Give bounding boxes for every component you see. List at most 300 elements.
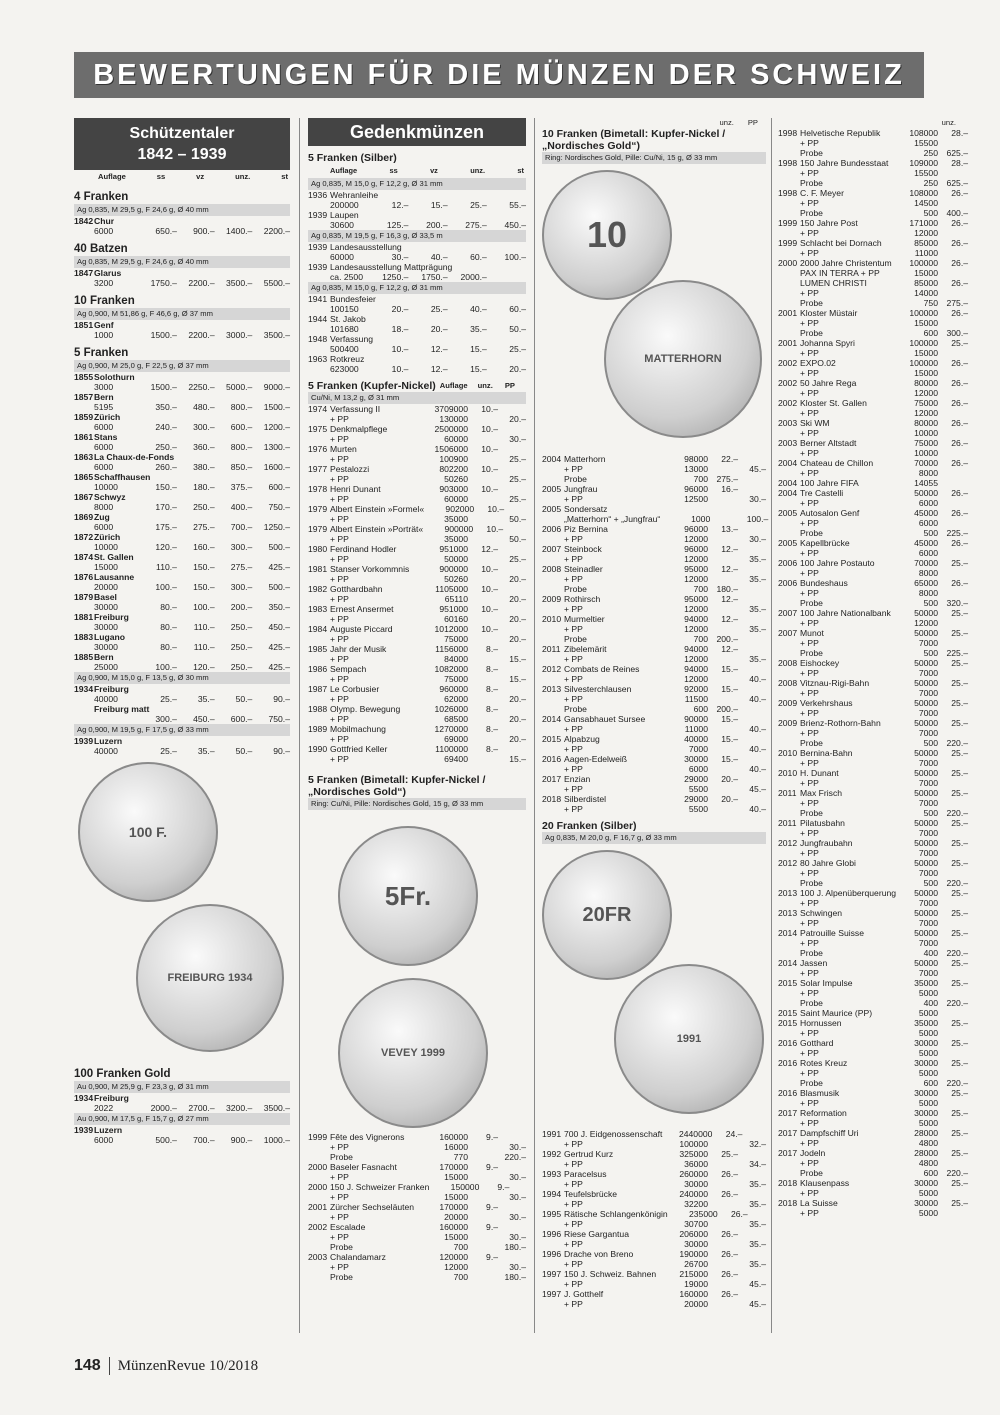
coin-entry [74,492,290,512]
row-unz: 25.– [951,928,968,938]
row-mintage: 16000 [444,1142,468,1152]
row-unz: 25.– [951,338,968,348]
row-pp: 45.– [749,1299,766,1309]
row-name: Auguste Piccard [330,624,393,634]
row-value: 125.– [386,220,409,230]
table-row [778,1068,968,1078]
row-mintage: 5000 [918,1118,938,1128]
row-mintage: 4800 [918,1158,938,1168]
row-year [778,448,800,458]
row-mintage: 5500 [688,784,708,794]
row-name: Steinadler [564,564,603,574]
entry-year: 1934 [74,684,94,694]
entry-value: 300.– [230,542,253,552]
row-pp: 180.– [504,1272,526,1282]
row-name: + PP [330,434,349,444]
table-row [308,644,526,654]
row-name: + PP [800,318,819,328]
table-row [308,1212,526,1222]
table-row [542,1179,766,1189]
row-unz [938,588,968,598]
entry-value: 350.– [155,402,177,412]
table-row [778,1158,968,1168]
row-unz: 8.– [486,684,498,694]
row-mintage: 7000 [918,918,938,928]
row-mintage: 600 [923,1168,938,1178]
row-unz: 26.– [951,378,968,388]
entry-value: 2200.– [263,226,290,236]
entry-values [74,642,290,652]
row-mintage: 10000 [914,428,938,438]
row-mintage: 700 [693,584,708,594]
entry-value: 900.– [230,1135,253,1145]
row-mintage: 2500000 [434,424,468,434]
row-mintage: 80000 [914,418,938,428]
coin-entry [74,1125,290,1145]
row-mintage: 45000 [914,538,938,548]
row-mintage: 7000 [918,938,938,948]
row-pp: 32.– [749,1139,766,1149]
row-year [778,948,800,958]
row-year [778,998,800,1008]
row-year [778,1168,800,1178]
entry-value: 5500.– [263,278,290,288]
row-name: + PP [800,408,819,418]
coin-images [74,756,290,1061]
row-unz [468,734,498,744]
coin-spec: Au 0,900, M 17,5 g, F 15,7 g, Ø 27 mm [74,1113,290,1125]
row-unz: 300.– [946,328,968,338]
row-year: 1978 [308,484,328,494]
table-row [778,438,968,448]
row-unz: 25.– [951,1148,968,1158]
entry-value: 8000 [94,502,114,512]
row-unz [938,368,968,378]
row-year: 2006 [778,578,798,588]
row-name: Rotes Kreuz [800,1058,848,1068]
row-name: + PP [800,1158,819,1168]
table-row [778,918,968,928]
entry-value: 600.– [268,482,290,492]
row-mintage: 96000 [684,544,708,554]
entry-title [74,452,290,462]
row-name: Escalade [330,1222,366,1232]
row-pp [498,1252,526,1262]
column-headers [74,170,290,184]
table-row [542,1249,766,1259]
row-unz: 8.– [486,724,498,734]
row-unz [468,1242,498,1252]
row-values [330,252,526,262]
table-row [778,128,968,138]
entry-value: 2000.– [150,1103,177,1113]
row-unz: 220.– [946,998,968,1008]
row-unz [468,494,498,504]
row-unz [938,1068,968,1078]
row-mintage: 12000 [684,654,708,664]
row-pp [498,564,526,574]
entry-value: 1000.– [263,1135,290,1145]
coin-spec: Ag 0,835, M 29,5 g, F 24,6 g, Ø 40 mm [74,204,290,216]
row-name: + PP [564,654,583,664]
table-row [542,624,766,634]
coin-spec: Ag 0,900, M 51,86 g, F 46,6 g, Ø 37 mm [74,308,290,320]
row-unz [708,1159,738,1169]
col-header: ss [156,172,166,181]
row-name: + PP [800,1138,819,1148]
row-mintage: 235000 [688,1209,718,1219]
row-mintage: 109000 [909,158,938,168]
row-unz [468,714,498,724]
table-row [542,704,766,714]
entry-value: 400.– [230,502,253,512]
row-year: 2001 [308,1202,328,1212]
table-row [308,304,526,314]
row-year [542,1219,564,1229]
row-pp [738,774,766,784]
row-year: 1996 [542,1249,562,1259]
coin-legend: 100 F. [128,824,168,840]
column-20-franken-cont [778,118,968,1218]
entry-year: 1876 [74,572,94,582]
row-name: Blasmusik [800,1088,840,1098]
row-name: + PP [800,498,819,508]
table-row [778,948,968,958]
entry-value: 6000 [94,226,114,236]
coin-legend: 5Fr. [384,881,432,911]
row-mintage: 20000 [684,1299,708,1309]
coin-image-matterhorn [604,280,762,438]
row-year: 1992 [542,1149,562,1159]
silver-table [308,242,526,282]
row-pp: 20.– [509,594,526,604]
row-unz [938,1188,968,1198]
entry-value: 30000 [94,642,118,652]
row-pp: 45.– [749,784,766,794]
table-row [542,614,766,624]
entry-name: Solothurn [94,372,135,382]
row-unz: 15.– [721,754,738,764]
row-year: 2016 [778,1088,798,1098]
row-value: 20.– [391,304,409,314]
row-unz: 10.– [481,584,498,594]
row-mintage: 60160 [444,614,468,624]
row-year: 2001 [778,338,798,348]
table-row [778,248,968,258]
row-year: 1997 [542,1269,562,1279]
row-mintage: 7000 [918,898,938,908]
row-unz [708,534,738,544]
row-value: 12.– [430,364,448,374]
row-pp [738,1189,766,1199]
row-mintage: 1270000 [434,724,468,734]
row-year [778,228,800,238]
row-year [308,414,330,424]
row-unz [938,248,968,258]
row-unz: 25.– [951,958,968,968]
table-row [542,604,766,614]
row-unz [468,1212,498,1222]
col-header: st [281,172,288,181]
table-row [542,794,766,804]
row-mintage: 7000 [688,744,708,754]
row-name: Dampfschiff Uri [800,1128,859,1138]
col-header: PP [747,118,758,127]
entry-value: 900.– [193,226,215,236]
row-year [308,1192,330,1202]
row-mintage: 85000 [914,278,938,288]
table-row [308,684,526,694]
entry-value: 40000 [94,746,118,756]
row-name: Riese Gargantua [564,1229,629,1239]
coin-legend: 10 [586,214,628,255]
row-name: + PP [564,1219,583,1229]
table-row [542,664,766,674]
row-pp: 35.– [749,574,766,584]
entry-value: 1250.– [263,522,290,532]
row-pp [738,544,766,554]
row-pp [498,424,526,434]
row-mintage: 1506000 [434,444,468,454]
row-year [778,298,800,308]
row-name: + PP [800,798,819,808]
row-name: Murmeltier [564,614,605,624]
table-row [308,464,526,474]
row-unz [468,554,498,564]
row-year [542,534,564,544]
row-mintage: 100000 [909,338,938,348]
row-name: Probe [800,328,823,338]
row-unz: 26.– [951,538,968,548]
row-name: + PP [330,714,349,724]
row-year [778,638,800,648]
row-mintage: 68500 [444,714,468,724]
row-year: 2002 [308,1222,328,1232]
bimetall-10-table [542,454,769,814]
row-unz [708,1199,738,1209]
table-row [308,734,526,744]
entry-name: Schwyz [94,492,126,502]
row-year [308,304,330,314]
table-row [778,348,968,358]
row-pp: 40.– [749,764,766,774]
column-divider [771,118,772,1333]
row-name: „Matterhorn“ + „Jungfrau“ [564,514,661,524]
row-mintage: 8000 [918,588,938,598]
table-row [542,1209,766,1219]
row-unz: 25.– [951,1088,968,1098]
table-row [542,804,766,814]
row-mintage: 11000 [684,724,708,734]
row-value: 623000 [330,364,359,374]
row-unz [708,674,738,684]
row-name: Rotkreuz [330,354,365,364]
row-mintage: 600 [693,704,708,714]
row-year: 2008 [778,678,798,688]
table-row [542,594,766,604]
row-mintage: 29000 [684,794,708,804]
entry-values [74,402,290,412]
row-name: Solar Impulse [800,978,853,988]
entry-value: 6000 [94,442,114,452]
row-pp [738,644,766,654]
row-mintage: 1100000 [435,744,468,754]
row-unz: 12.– [481,544,498,554]
entry-title [74,472,290,482]
row-pp: 45.– [749,1279,766,1289]
row-year [542,464,564,474]
row-unz [938,288,968,298]
row-name: Rothirsch [564,594,601,604]
row-mintage: 12000 [914,228,938,238]
row-mintage: 98000 [684,454,708,464]
row-unz [938,268,968,278]
table-row [542,644,766,654]
coin-image-vevey [338,978,488,1128]
row-value: 50.– [509,324,527,334]
row-mintage: 4800 [918,1138,938,1148]
row-name: + PP [800,468,819,478]
entry-value: 150.– [193,562,215,572]
row-mintage: 60000 [444,434,468,444]
row-unz [708,1299,738,1309]
silver-20-table-cont [778,128,968,1218]
row-mintage: 35000 [444,514,468,524]
row-mintage: 802200 [439,464,468,474]
coin-spec: Ag 0,900, M 15,0 g, F 13,5 g, Ø 30 mm [74,672,290,684]
entry-values [74,502,290,512]
row-year [778,268,800,278]
table-row [778,1108,968,1118]
row-name: + PP [330,634,349,644]
row-name: Paracelsus [564,1169,607,1179]
row-pp: 20.– [509,574,526,584]
row-name: + PP [800,348,819,358]
row-pp [498,724,526,734]
row-year: 1998 [778,158,798,168]
row-name: Probe [800,598,823,608]
entry-value: 380.– [193,462,215,472]
table-row [308,334,526,344]
table-row [542,1289,766,1299]
row-value: 10.– [391,344,409,354]
entry-values [74,442,290,452]
row-value: 12.– [430,344,448,354]
entry-values [74,382,290,392]
row-year: 2005 [542,484,562,494]
row-mintage: 500 [923,878,938,888]
row-unz [708,504,738,514]
entry-values [74,622,290,632]
row-year [778,1208,800,1218]
row-year [778,138,800,148]
row-name: + PP [800,448,819,458]
row-year: 1939 [308,262,328,272]
row-year [542,584,564,594]
row-year [778,1118,800,1128]
table-row [778,558,968,568]
row-mintage: 5000 [918,988,938,998]
row-unz: 25.– [951,1018,968,1028]
coin-entry [74,392,290,412]
table-row [778,768,968,778]
row-pp [498,744,526,754]
entry-value: 100.– [155,582,177,592]
row-values [330,304,526,314]
row-name: + PP [800,968,819,978]
row-unz: 20.– [721,794,738,804]
table-row [542,1199,766,1209]
table-row [778,228,968,238]
entry-title [74,432,290,442]
table-row [778,388,968,398]
row-name: + PP [564,604,583,614]
row-values [330,220,526,230]
row-name: La Suisse [800,1198,838,1208]
table-row [308,262,526,272]
row-unz [938,638,968,648]
entry-title [74,736,290,746]
entry-value: 250.– [230,622,253,632]
row-unz: 26.– [951,308,968,318]
row-name: Gotthard [800,1038,834,1048]
entry-value: 450.– [268,622,290,632]
row-mintage: 770 [453,1152,468,1162]
row-mintage: 12000 [684,674,708,684]
entry-value: 1750.– [150,278,177,288]
entry-values [74,662,290,672]
entry-value: 110.– [193,622,215,632]
table-row [778,648,968,658]
row-name: Probe [800,948,823,958]
row-value: 450.– [504,220,527,230]
row-mintage: 951000 [439,544,468,554]
coin-entry [74,412,290,432]
table-row [778,208,968,218]
row-unz: 15.– [721,664,738,674]
row-unz: 26.– [951,418,968,428]
row-unz [938,618,968,628]
entry-value: 3500.– [263,330,290,340]
row-unz: 26.– [951,188,968,198]
row-unz [708,744,738,754]
row-unz: 16.– [721,484,738,494]
row-name: Ski WM [800,418,830,428]
row-name: EXPO.02 [800,358,836,368]
table-row [778,408,968,418]
row-name: 150 Jahre Bundesstaat [800,158,889,168]
row-name: Kapellbrücke [800,538,850,548]
row-name: + PP [330,1192,349,1202]
coin-spec: Ring: Cu/Ni, Pille: Nordisches Gold, 15 g, Ø 33 mm [308,798,526,810]
row-mintage: 35000 [914,1018,938,1028]
row-pp [738,714,766,724]
row-year [542,1279,564,1289]
row-name: Klausenpass [800,1178,850,1188]
column-schuetzentaler [74,118,290,1145]
row-mintage: 50000 [914,838,938,848]
row-value: 35.– [470,324,487,334]
row-mintage: 6000 [688,764,708,774]
row-mintage: 6000 [918,518,938,528]
entry-title [74,512,290,522]
row-year [778,518,800,528]
row-pp [498,664,526,674]
row-pp: 15.– [509,674,526,684]
row-mintage: 500 [923,208,938,218]
row-unz: 25.– [951,658,968,668]
row-mintage: 65000 [914,578,938,588]
